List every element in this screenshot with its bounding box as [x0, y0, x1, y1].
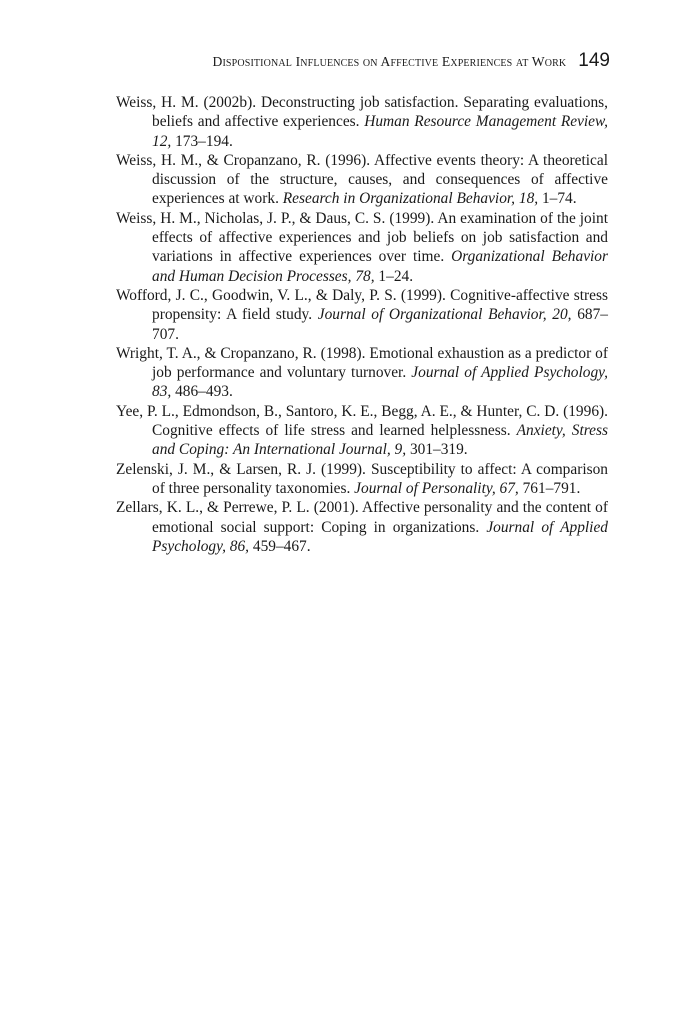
- reference-source: Human Resource Management Review, 12,: [152, 113, 608, 150]
- reference-pages: 1–24.: [374, 267, 414, 285]
- reference-text: Weiss, H. M., & Cropanzano, R. (1996). Affective events theory: A theoretical discussion of the structure, causes, and consequences of affective experiences at work.: [116, 151, 608, 208]
- reference-source: Organizational Behavior and Human Decision Processes, 78,: [152, 248, 608, 285]
- reference-text: Wofford, J. C., Goodwin, V. L., & Daly, P. S. (1999). Cognitive-affective stress propensity: A field study.: [116, 286, 608, 324]
- reference-entry: [116, 286, 608, 344]
- page-number: 149: [578, 50, 610, 71]
- reference-pages: 301–319.: [406, 441, 468, 459]
- reference-pages: 761–791.: [518, 479, 581, 497]
- reference-source: Journal of Applied Psychology, 83,: [152, 364, 608, 401]
- reference-entry: [116, 151, 608, 209]
- running-head: [0, 50, 610, 72]
- reference-source: Journal of Organizational Behavior, 20,: [317, 306, 572, 324]
- reference-pages: 173–194.: [171, 132, 233, 150]
- reference-text: Weiss, H. M., Nicholas, J. P., & Daus, C. S. (1999). An examination of the joint effects of affective experiences and job beliefs on job satisfaction and variations in affective experiences over time.: [116, 209, 608, 266]
- reference-source: Research in Organizational Behavior, 18,: [282, 190, 539, 208]
- reference-text: Yee, P. L., Edmondson, B., Santoro, K. E., Begg, A. E., & Hunter, C. D. (1996). Cognitive effects of life stress and learned helplessness.: [116, 402, 608, 440]
- reference-entry: [116, 209, 608, 286]
- reference-entry: [116, 498, 608, 556]
- reference-text: Weiss, H. M. (2002b). Deconstructing job satisfaction. Separating evaluations, beliefs and affective experiences.: [116, 94, 608, 131]
- reference-pages: 1–74.: [538, 190, 577, 208]
- reference-entry: [116, 93, 608, 151]
- reference-source: Journal of Personality, 67,: [354, 479, 519, 497]
- reference-text: Zelenski, J. M., & Larsen, R. J. (1999). Susceptibility to affect: A comparison of three personality taxonomies.: [116, 460, 608, 497]
- reference-pages: 459–467.: [249, 537, 311, 555]
- reference-text: Wright, T. A., & Cropanzano, R. (1998). Emotional exhaustion as a predictor of job performance and voluntary turnover.: [116, 344, 608, 382]
- reference-entry: [116, 402, 608, 460]
- reference-source: Journal of Applied Psychology, 86,: [152, 518, 608, 555]
- reference-list: [116, 93, 608, 556]
- reference-pages: 486–493.: [171, 383, 233, 401]
- reference-entry: [116, 460, 608, 499]
- reference-source: Anxiety, Stress and Coping: An International Journal, 9,: [152, 422, 608, 459]
- running-title: Dispositional Influences on Affective Experiences at Work: [212, 54, 567, 69]
- reference-entry: [116, 344, 608, 402]
- reference-text: Zellars, K. L., & Perrewe, P. L. (2001). Affective personality and the content of emotional social support: Coping in organizations.: [116, 499, 608, 536]
- reference-pages: 687–707.: [152, 306, 608, 343]
